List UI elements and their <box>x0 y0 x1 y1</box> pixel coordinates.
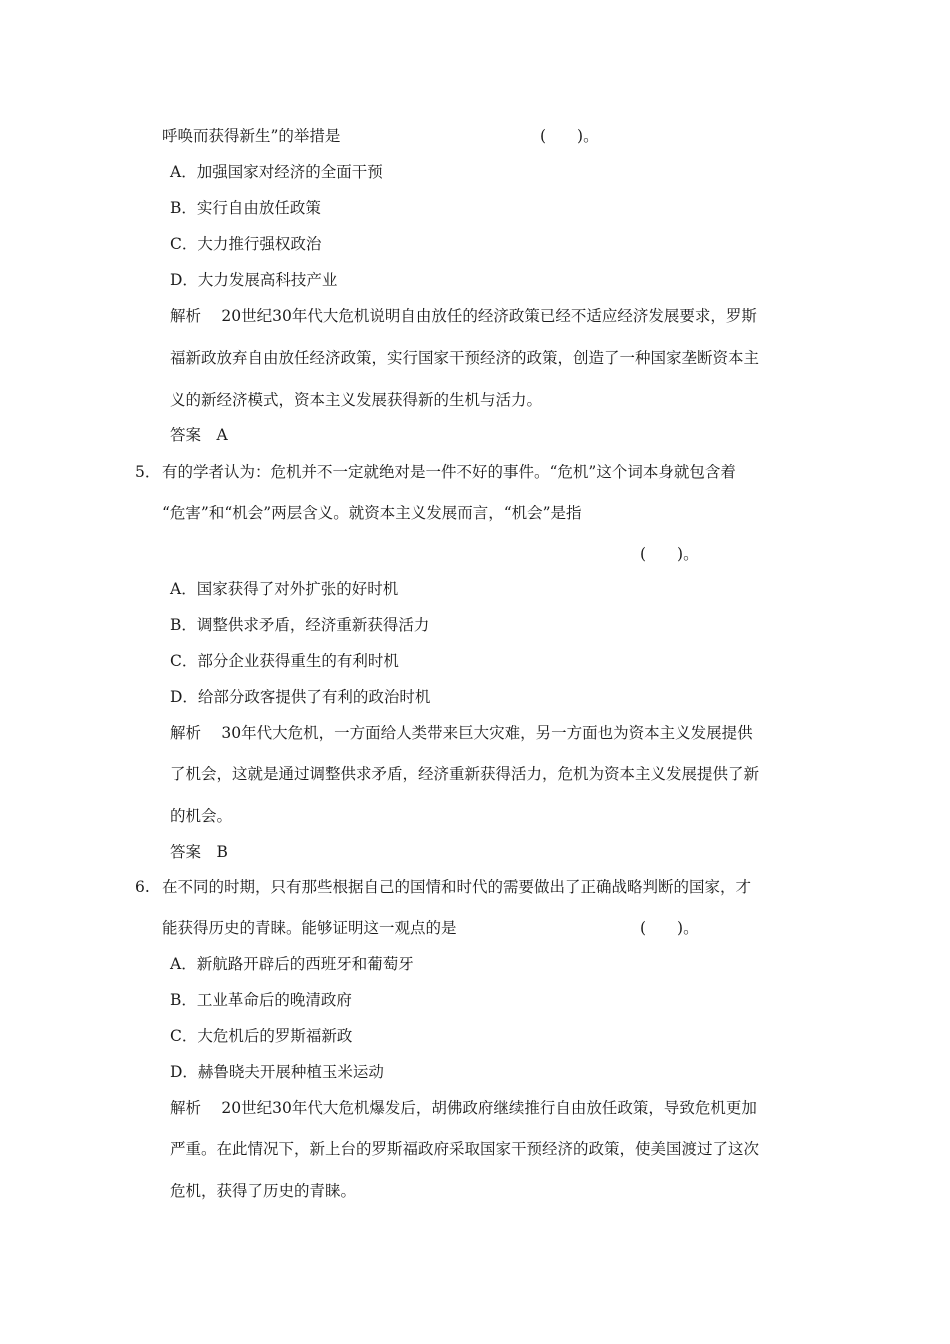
q4-option-d: D．大力发展高科技产业 <box>170 271 338 289</box>
q6-stem-line-2: 能获得历史的青睐。能够证明这一观点的是 <box>162 919 457 937</box>
q5-analysis-line-1: 解析 30年代大危机，一方面给人类带来巨大灾难，另一方面也为资本主义发展提供 <box>170 724 753 742</box>
q5-number: 5． <box>135 463 161 481</box>
q5-option-c: C．部分企业获得重生的有利时机 <box>170 652 399 670</box>
q4-option-a: A．加强国家对经济的全面干预 <box>170 163 383 181</box>
q4-answer: 答案 A <box>170 426 228 444</box>
q4-analysis-line-1: 解析 20世纪30年代大危机说明自由放任的经济政策已经不适应经济发展要求，罗斯 <box>170 307 757 325</box>
q4-answer-paren: ( )。 <box>540 127 599 145</box>
q5-option-d: D．给部分政客提供了有利的政治时机 <box>170 688 431 706</box>
q5-analysis-line-3: 的机会。 <box>170 807 233 825</box>
q6-analysis-line-3: 危机，获得了历史的青睐。 <box>170 1182 357 1200</box>
q5-option-a: A．国家获得了对外扩张的好时机 <box>170 580 399 598</box>
q5-answer-paren: ( )。 <box>640 545 699 563</box>
q4-option-c: C．大力推行强权政治 <box>170 235 322 253</box>
q6-option-c: C．大危机后的罗斯福新政 <box>170 1027 353 1045</box>
q4-option-b: B．实行自由放任政策 <box>170 199 321 217</box>
q4-stem-tail: 呼唤而获得新生”的举措是 <box>162 127 341 145</box>
q5-stem-line-1: 有的学者认为：危机并不一定就绝对是一件不好的事件。“危机”这个词本身就包含着 <box>162 463 736 481</box>
q4-analysis-line-3: 义的新经济模式，资本主义发展获得新的生机与活力。 <box>170 391 543 409</box>
q6-answer-paren: ( )。 <box>640 919 699 937</box>
q6-analysis-line-1: 解析 20世纪30年代大危机爆发后，胡佛政府继续推行自由放任政策，导致危机更加 <box>170 1099 757 1117</box>
q5-stem-line-2: “危害”和“机会”两层含义。就资本主义发展而言，“机会”是指 <box>162 504 582 522</box>
q6-number: 6. <box>135 878 150 896</box>
q6-option-d: D．赫鲁晓夫开展种植玉米运动 <box>170 1063 384 1081</box>
q4-analysis-line-2: 福新政放弃自由放任经济政策，实行国家干预经济的政策，创造了一种国家垄断资本主 <box>170 349 760 367</box>
q6-option-b: B．工业革命后的晚清政府 <box>170 991 352 1009</box>
q5-answer: 答案 B <box>170 843 228 861</box>
q5-option-b: B．调整供求矛盾，经济重新获得活力 <box>170 616 430 634</box>
q6-analysis-line-2: 严重。在此情况下，新上台的罗斯福政府采取国家干预经济的政策，使美国渡过了这次 <box>170 1140 760 1158</box>
q6-stem-line-1: 在不同的时期，只有那些根据自己的国情和时代的需要做出了正确战略判断的国家，才 <box>162 878 752 896</box>
q5-analysis-line-2: 了机会，这就是通过调整供求矛盾，经济重新获得活力，危机为资本主义发展提供了新 <box>170 765 760 783</box>
q6-option-a: A．新航路开辟后的西班牙和葡萄牙 <box>170 955 414 973</box>
